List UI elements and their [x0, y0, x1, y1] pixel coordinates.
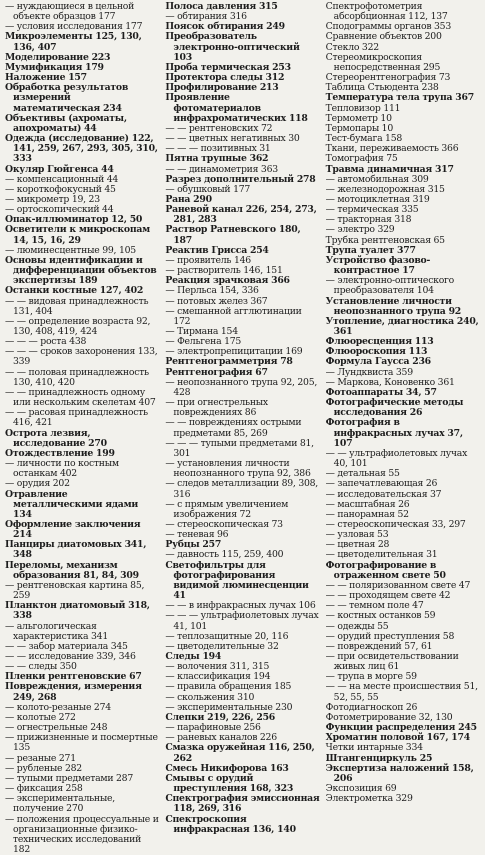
index-entry: — тракторная 318: [326, 215, 480, 225]
index-entry: Преобразователь электронно-оптический 103: [165, 32, 319, 62]
index-entry: Наложение 157: [5, 73, 159, 83]
index-entry: — Фельгена 175: [165, 337, 319, 347]
index-entry: Таблица Стьюдента 238: [326, 83, 480, 93]
index-entry: — — повреждениях острыми предметами 85, 269: [165, 418, 319, 438]
index-entry: — Маркова, Коновенко 361: [326, 378, 480, 388]
index-entry: — — динамометрия 363: [165, 165, 319, 175]
index-entry: — положения процессуальные и организационные физико-технических исследований 182: [5, 815, 159, 855]
index-column-middle: [165, 2, 319, 723]
index-entry: — теневая 96: [165, 530, 319, 540]
index-entry: — Перльса 154, 336: [165, 286, 319, 296]
index-entry: — исследовательская 37: [326, 490, 480, 500]
index-entry: Стереорентгенография 73: [326, 73, 480, 83]
index-entry: — тупыми предметами 287: [5, 774, 159, 784]
index-entry: Раствор Ратневского 180, 187: [165, 225, 319, 245]
index-entry: Рентгенография 67: [165, 368, 319, 378]
index-entry: — нуждающиеся в цельной объекте образцов 177: [5, 2, 159, 22]
index-entry: — условия исследования 177: [5, 22, 159, 32]
index-entry: — классификация 194: [165, 672, 319, 682]
index-entry: Сподограммы органов 353: [326, 22, 480, 32]
index-entry: — стереоскопическая 73: [165, 520, 319, 530]
index-entry: Слепки 219, 226, 256: [165, 713, 319, 723]
index-entry: Фотодиагноскоп 26: [326, 703, 480, 713]
index-entry: Ткани, переживаемость 366: [326, 144, 480, 154]
index-entry: Электрометка 329: [326, 794, 480, 804]
index-entry: — цветоделительные 32: [165, 642, 319, 652]
index-entry: Спектроскопия инфракрасная 136, 140: [165, 815, 319, 835]
index-entry: — трупа в морге 59: [326, 672, 480, 682]
index-entry: Окуляр Гюйгенса 44: [5, 165, 159, 175]
index-entry: — обтирания 316: [165, 12, 319, 22]
index-entry: — железнодорожная 315: [326, 185, 480, 195]
index-entry: — стереоскопическая 33, 297: [326, 520, 480, 530]
index-entry: — Тирмана 154: [165, 327, 319, 337]
index-entry: — следов металлизации 89, 308, 316: [165, 479, 319, 499]
index-entry: — неопознанного трупа 92, 205, 428: [165, 378, 319, 398]
index-entry: Термопары 10: [326, 124, 480, 134]
index-entry: Основы идентификации и дифференциации объектов экспертизы 189: [5, 256, 159, 286]
index-entry: Панциры диатомовых 341, 348: [5, 540, 159, 560]
index-entry: Сравнение объектов 200: [326, 32, 480, 42]
index-entry: — — — позитивных 31: [165, 144, 319, 154]
index-entry: Пленки рентгеновские 67: [5, 672, 159, 682]
index-entry: — — рентгеновских 72: [165, 124, 319, 134]
index-entry: — повреждений 57, 61: [326, 642, 480, 652]
index-entry: Рубцы 257: [165, 540, 319, 550]
index-entry: Томография 75: [326, 154, 480, 164]
index-entry: — давность 115, 259, 400: [165, 550, 319, 560]
index-entry: Мумификация 179: [5, 63, 159, 73]
index-entry: — электро 329: [326, 225, 480, 235]
index-entry: — — забор материала 345: [5, 642, 159, 652]
index-entry: — обушковый 177: [165, 185, 319, 195]
index-entry: Проба термическая 253: [165, 63, 319, 73]
index-entry: — короткофокусный 45: [5, 185, 159, 195]
index-entry: — — на месте происшествия 51, 52, 55, 55: [326, 682, 480, 702]
index-entry: — — ультрафиолетовых лучах 40, 101: [326, 449, 480, 469]
index-entry: Светофильтры для фотографирования видимой люминесценции 41: [165, 561, 319, 602]
index-entry: Раневой канал 226, 254, 273, 281, 283: [165, 205, 319, 225]
index-entry: — — поляризованном свете 47: [326, 581, 480, 591]
index-entry: — при огнестрельных повреждениях 86: [165, 398, 319, 418]
index-entry: — — — ультрафиолетовых лучах 41, 101: [165, 611, 319, 631]
index-entry: Моделирование 223: [5, 53, 159, 63]
index-entry: — цветоделительная 31: [326, 550, 480, 560]
index-entry: Четки интарные 334: [326, 743, 480, 753]
index-entry: Термометр 10: [326, 114, 480, 124]
index-entry: Одежда (исследование) 122, 141, 259, 267, 293, 305, 310, 333: [5, 134, 159, 164]
index-entry: Проявление фотоматериалов инфрахроматических 118: [165, 93, 319, 123]
index-entry: Фотометрирование 32, 130: [326, 713, 480, 723]
index-entry: — потовых желез 367: [165, 297, 319, 307]
index-entry: Осветители к микроскопам 14, 15, 16, 29: [5, 225, 159, 245]
index-entry: — фиксация 258: [5, 784, 159, 794]
index-entry: — установления личности неопознанного трупа 92, 386: [165, 459, 319, 479]
index-entry: Смесь Никифорова 163: [165, 764, 319, 774]
index-entry: — с прямым увеличением изображения 72: [165, 500, 319, 520]
index-entry: Экспозиция 69: [326, 784, 480, 794]
index-entry: — автомобильная 309: [326, 175, 480, 185]
index-entry: — волочения 311, 315: [165, 662, 319, 672]
index-entry: — цветная 28: [326, 540, 480, 550]
index-entry: Реакция зрачковая 366: [165, 276, 319, 286]
index-entry: — костных останков 59: [326, 611, 480, 621]
index-entry: Разрез дополнительный 278: [165, 175, 319, 185]
index-entry: — рентгеновская картина 85, 259: [5, 581, 159, 601]
index-entry: — компенсационный 44: [5, 175, 159, 185]
index-entry: — раневых каналов 226: [165, 733, 319, 743]
index-entry: — люминесцентные 99, 105: [5, 246, 159, 256]
index-entry: Опак-иллюминатор 12, 50: [5, 215, 159, 225]
index-entry: Устройство фазово-контрастное 17: [326, 256, 480, 276]
index-entry: — — видовая принадлежность 131, 404: [5, 297, 159, 317]
index-entry: Оформление заключения 214: [5, 520, 159, 540]
index-entry: Функции распределения 245: [326, 723, 480, 733]
index-entry: — — исследование 339, 346: [5, 652, 159, 662]
index-entry: Реактив Грисса 254: [165, 246, 319, 256]
index-entry: — — цветных негативных 30: [165, 134, 319, 144]
index-entry: — электронно-оптического преобразователя 104: [326, 276, 480, 296]
index-entry: Останки костные 127, 402: [5, 286, 159, 296]
index-entry: Штангенциркуль 25: [326, 754, 480, 764]
index-entry: — орудия 202: [5, 479, 159, 489]
index-entry: — колотые 272: [5, 713, 159, 723]
index-entry: — орудий преступления 58: [326, 632, 480, 642]
index-entry: — парафиновые 256: [165, 723, 319, 733]
index-entry: — скольжения 310: [165, 693, 319, 703]
index-entry: Трупа туалет 377: [326, 246, 480, 256]
index-entry: — — темном поле 47: [326, 601, 480, 611]
index-entry: Травма динамичная 317: [326, 165, 480, 175]
index-entry: — теплозащитные 20, 116: [165, 632, 319, 642]
index-entry: Спектрография эмиссионная 118, 269, 316: [165, 794, 319, 814]
index-entry: — при освидетельствовании живых лиц 61: [326, 652, 480, 672]
index-entry: — — — сроков захоронения 133, 339: [5, 347, 159, 367]
index-entry: Фотография в инфракрасных лучах 37, 107: [326, 418, 480, 448]
index-entry: Пятна трупные 362: [165, 154, 319, 164]
index-entry: Полоса давления 315: [165, 2, 319, 12]
index-entry: Стекло 322: [326, 43, 480, 53]
index-entry: — термическая 335: [326, 205, 480, 215]
index-entry: Рентгенограмметрия 78: [165, 357, 319, 367]
index-entry: Спектрофотометрия абсорбционная 112, 137: [326, 2, 480, 22]
index-entry: Поясок обтирания 249: [165, 22, 319, 32]
index-entry: Температура тела трупа 367: [326, 93, 480, 103]
index-entry: Хроматин половой 167, 174: [326, 733, 480, 743]
index-entry: Тепловизор 111: [326, 104, 480, 114]
index-entry: Установление личности неопознанного трупа 92: [326, 297, 480, 317]
index-entry: — экспериментальные, получение 270: [5, 794, 159, 814]
index-entry: — резаные 271: [5, 754, 159, 764]
index-entry: — — половая принадлежность 130, 410, 420: [5, 368, 159, 388]
index-entry: — детальная 55: [326, 469, 480, 479]
index-entry: — экспериментальные 230: [165, 703, 319, 713]
index-entry: Утопление, диагностика 240, 361: [326, 317, 480, 337]
index-entry: — — следы 350: [5, 662, 159, 672]
index-entry: Флюоресценция 113: [326, 337, 480, 347]
index-entry: Профилирование 213: [165, 83, 319, 93]
index-entry: Протектора следы 312: [165, 73, 319, 83]
index-entry: Фотографические методы исследования 26: [326, 398, 480, 418]
index-entry: Стереомикроскопия непосредственная 295: [326, 53, 480, 73]
index-entry: Объективы (ахроматы, апохроматы) 44: [5, 114, 159, 134]
index-entry: Микроэлементы 125, 130, 136, 407: [5, 32, 159, 52]
index-entry: — колото-резаные 274: [5, 703, 159, 713]
index-entry: Планктон диатомовый 318, 338: [5, 601, 159, 621]
index-entry: — рубленые 282: [5, 764, 159, 774]
index-entry: Рана 290: [165, 195, 319, 205]
index-entry: — — — роста 438: [5, 337, 159, 347]
index-entry: — мотоциклетная 319: [326, 195, 480, 205]
index-entry: — прижизненные и посмертные 135: [5, 733, 159, 753]
index-entry: — масштабная 26: [326, 500, 480, 510]
index-entry: — — в инфракрасных лучах 106: [165, 601, 319, 611]
index-entry: Следы 194: [165, 652, 319, 662]
index-entry: — панорамная 52: [326, 510, 480, 520]
index-entry: — одежды 55: [326, 622, 480, 632]
index-entry: Отравление металлическими ядами 134: [5, 490, 159, 520]
index-entry: — альгологическая характеристика 341: [5, 622, 159, 642]
index-entry: — микрометр 19, 23: [5, 195, 159, 205]
index-entry: Экспертиза наложений 158, 206: [326, 764, 480, 784]
index-entry: Смазка оружейная 116, 250, 262: [165, 743, 319, 763]
index-entry: — растворитель 146, 151: [165, 266, 319, 276]
index-entry: Формула Гаусса 236: [326, 357, 480, 367]
index-entry: — — — тупыми предметами 81, 301: [165, 439, 319, 459]
index-entry: Отождествление 199: [5, 449, 159, 459]
index-entry: — — принадлежность одному или нескольким скелетам 407: [5, 388, 159, 408]
index-entry: — огнестрельные 248: [5, 723, 159, 733]
index-entry: — личности по костным останкам 402: [5, 459, 159, 479]
index-entry: Острота лезвия, исследование 270: [5, 429, 159, 449]
index-entry: — ортоскопический 44: [5, 205, 159, 215]
index-entry: — — расовая принадлежность 416, 421: [5, 408, 159, 428]
index-entry: Фотографирование в отраженном свете 50: [326, 561, 480, 581]
index-entry: Смывы с орудий преступления 168, 323: [165, 774, 319, 794]
index-entry: — Лундквиста 359: [326, 368, 480, 378]
index-entry: Флюороскопия 113: [326, 347, 480, 357]
index-entry: — электропрепицитации 169: [165, 347, 319, 357]
index-entry: — смешанной агглютинации 172: [165, 307, 319, 327]
index-entry: — запечатлевающая 26: [326, 479, 480, 489]
index-entry: Переломы, механизм образования 81, 84, 309: [5, 561, 159, 581]
index-entry: — правила обращения 185: [165, 682, 319, 692]
index-entry: Повреждения, измерения 249, 268: [5, 682, 159, 702]
index-entry: Обработка результатов измерений математическая 234: [5, 83, 159, 113]
index-column-left: [5, 2, 159, 723]
index-entry: Тест-бумага 158: [326, 134, 480, 144]
index-entry: Трубка рентгеновская 65: [326, 236, 480, 246]
index-entry: — проявитель 146: [165, 256, 319, 266]
index-entry: — — определение возраста 92, 130, 408, 419, 424: [5, 317, 159, 337]
index-entry: — — проходящем свете 42: [326, 591, 480, 601]
index-entry: Фотоаппараты 34, 57: [326, 388, 480, 398]
index-entry: — узловая 53: [326, 530, 480, 540]
index-column-right: [326, 2, 480, 723]
